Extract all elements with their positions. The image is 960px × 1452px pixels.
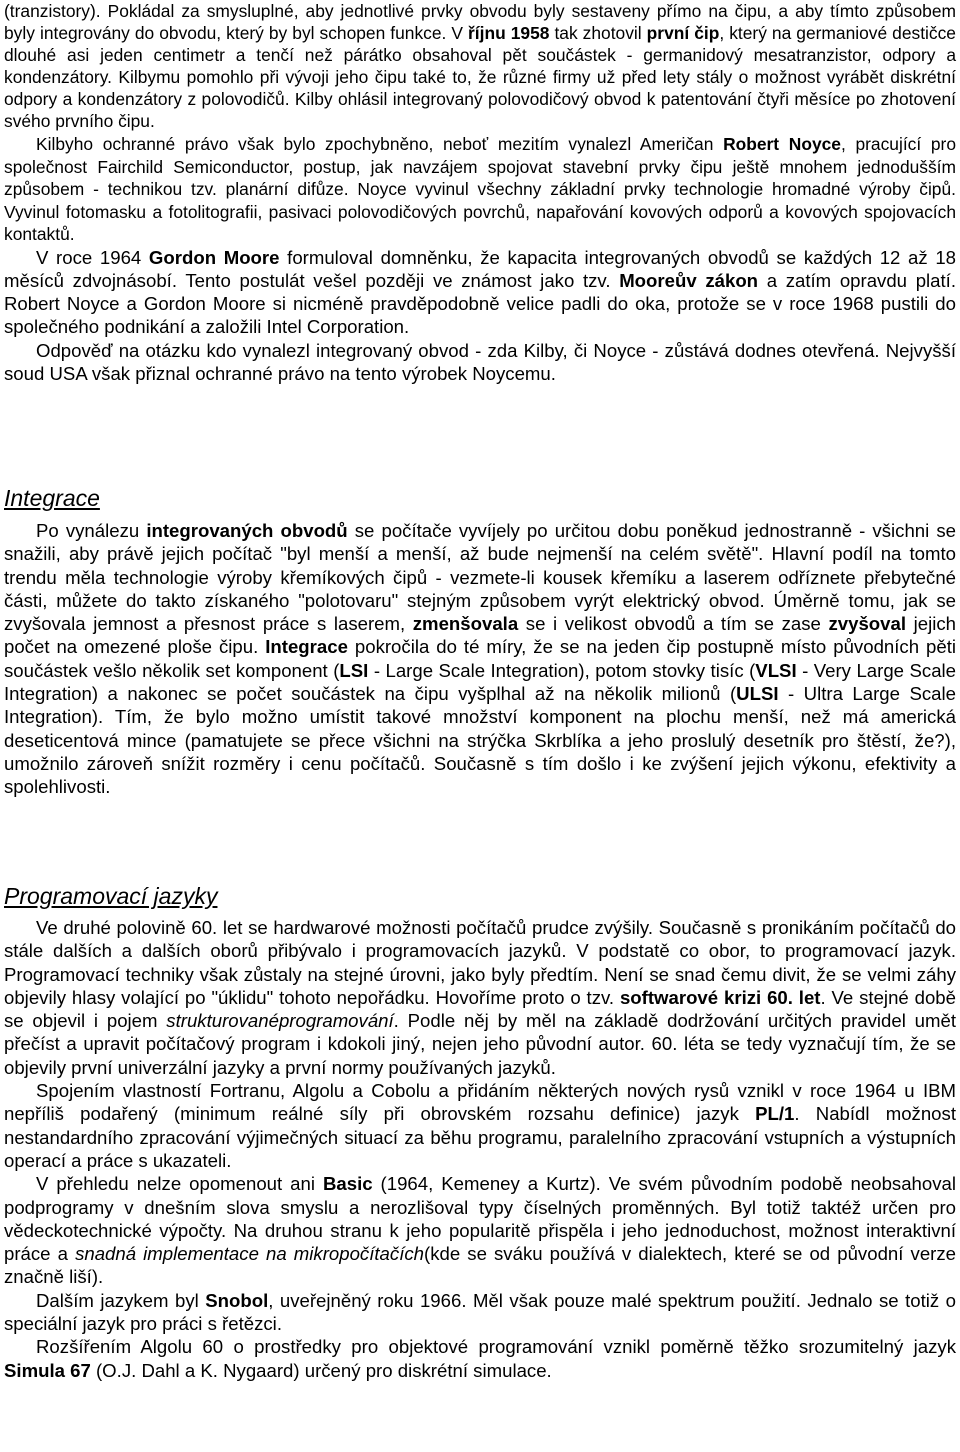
text-run: , uveřejněný roku 1966. Měl však pouze malé spektrum použití. Jednalo se totiž o speciální jazyk pro práci s řetězci. (4, 1289, 956, 1335)
paragraph-basic (4, 1172, 956, 1288)
bold-term: Simula 67 (4, 1359, 91, 1381)
bold-term: Snobol (205, 1289, 269, 1311)
text-run: , pracující pro společnost Fairchild Semiconductor, postup, jak navzájem spojovat stavební prvky čipu ještě mnohem jednodušším způsobem - technikou tzv. planární difůze. Noyce vyvinul všechny základní prvky technologie hromadné výroby čipů. Vyvinul fotomasku a fotolitografii, pasivaci polovodičových povrchů, napařování kovových odporů a kovových spojovacích kontaktů. (4, 134, 956, 244)
text-run: Odpověď na otázku kdo vynalezl integrovaný obvod - zda Kilby, či Noyce - zůstává dodnes otevřená. Nejvyšší soud USA však přiznal ochranné právo na tento výrobek Noycemu. (4, 339, 956, 384)
bold-term: zmenšovala (412, 613, 519, 635)
text-run: (O.J. Dahl a K. Nygaard) určený pro diskrétní simulace. (90, 1359, 552, 1381)
section-heading-programovaci-jazyky: Programovací jazyky (4, 883, 218, 909)
bold-term: Basic (322, 1173, 373, 1195)
paragraph-answer (4, 339, 956, 386)
text-run: se i velikost obvodů a tím se zase (518, 613, 829, 635)
text-run: Rozšířením Algolu 60 o prostředky pro objektové programování vznikl poměrně těžko srozumitelný jazyk (36, 1336, 956, 1358)
bold-term: integrovaných obvodů (146, 520, 348, 541)
italic-term: strukturovanéprogramování (166, 1010, 394, 1032)
text-run: - Ultra Large Scale Integration). Tím, že bylo možno umístit takové množství komponent na plochu menší, než má americká deseticentová mince (pamatujete se přece všichni na strýčka Skrblíka a jeho proslulý desetník pro štěstí, že?), umožnilo zároveň snížit rozměry i cenu počítačů. Současně s tím došlo i ke zvýšení jejich výkonu, efektivity a spolehlivosti. (4, 683, 956, 798)
italic-term: snadná implementace na mikropočítačích (75, 1243, 424, 1265)
integrace-section (4, 484, 956, 799)
bold-acronym: LSI (339, 659, 369, 681)
text-run: formuloval domněnku, že kapacita integrovaných obvodů se každých 12 až 18 měsíců zdvojnásobí. Tento postulát vešel později ve známost jako tzv. (4, 246, 957, 291)
bold-term: Integrace (265, 636, 348, 658)
bold-acronym: ULSI (736, 683, 779, 705)
bold-term: první čip (646, 23, 720, 43)
text-run: se počítače vyvíjely po určitou dobu poněkud jednostranně - všichni se snažili, aby právě jejich počítač "byl menší a menší, až bude nejmenší na celém světě". Hlavní podíl na tomto trendu měla technologie výroby křemíkových čipů - vezmete-li kousek křemíku a laserem odříznete přebytečné části, můžete do takto získaného "polotovaru" stejným způsobem vyrýt elektrický obvod. Úměrně tomu, jak se zvyšovala jemnost a přesnost práce s laserem, (4, 520, 956, 635)
text-run: - Very Large Scale Integration) a nakonec se počet součástek na čipu vyšplhal až na několik milionů ( (4, 659, 957, 705)
paragraph-software-crisis (4, 916, 956, 1079)
paragraph-noyce (4, 133, 956, 246)
text-run: . Ve stejné době se objevil i pojem (4, 986, 956, 1032)
text-run: Po vynálezu (36, 520, 147, 541)
paragraph-kilby-first-chip (4, 0, 956, 132)
bold-term: PL/1 (755, 1103, 795, 1125)
text-run: Kilbyho ochranné právo však bylo zpochybněno, neboť mezitím vynalezl Američan (36, 134, 724, 154)
text-run: (tranzistory). Pokládal za smysluplné, aby jednotlivé prvky obvodu byly sestaveny přímo na čipu, a aby tímto způsobem byly integrovány do obvodu, který by byl schopen funkce. V (4, 1, 956, 43)
paragraph-simula (4, 1335, 956, 1382)
intro-section (4, 0, 956, 385)
text-run: . Nabídl možnost nestandardního zpracování výjimečných situací za běhu programu, paralelního zpracování vstupních a výstupních operací a práce s ukazateli. (4, 1103, 956, 1171)
text-run: jejich počet na omezené ploše čipu. (4, 613, 956, 658)
bold-term: zvyšoval (828, 613, 907, 635)
text-run: (kde se sváku používá v dialektech, které se od původní verze značně liší). (4, 1243, 956, 1288)
text-run: Spojením vlastností Fortranu, Algolu a Cobolu a přidáním některých nových rysů vznikl v roce 1964 u IBM nepříliš podařený (minimum reálné síly při obrovském rozsahu definice) jazyk (4, 1080, 956, 1125)
bold-term: softwarové krizi 60. let (619, 986, 821, 1008)
section-heading-integrace: Integrace (4, 485, 100, 511)
paragraph-integrace (4, 519, 956, 799)
text-run: Ve druhé polovině 60. let se hardwarové možnosti počítačů prudce zvýšily. Současně s pronikáním počítačů do stále dalších a dalších oborů přibývalo i programovacích jazyků. V podstatě co obor, to programovací jazyk. Programovací techniky však zůstaly na stejné úrovni, jako byly předtím. Není se snad čemu divit, že se velmi záhy objevily hlasy volající po "úklidu" tohoto nepořádku. Hovoříme proto o tzv. (4, 917, 956, 1008)
text-run: - Large Scale Integration), potom stovky tisíc ( (368, 659, 756, 681)
text-run: . Podle něj by měl na základě dodržování určitých pravidel umět přečíst a upravit počítačový program i kdokoli jiný, nejen jeho původní autor. 60. léta se tedy vyznačují tím, že se objevily první univerzální jazyky a první normy používaných jazyků. (4, 1010, 956, 1078)
programovaci-section (4, 882, 956, 1382)
bold-term: Mooreův zákon (619, 269, 759, 291)
bold-name: Robert Noyce (723, 134, 841, 154)
paragraph-pl1 (4, 1079, 956, 1172)
text-run: V roce 1964 (36, 246, 149, 268)
text-run: (1964, Kemeney a Kurtz). Ve svém původním podobě neobsahoval podprogramy v dnešním slova smyslu a nerozlišoval typy číselných proměnných. Byl totiž taktéž určen pro vědeckotechnické výpočty. Na druhou stranu k jeho popularitě přispěla i jeho jednoduchost, možnost interaktivní práce a (4, 1173, 956, 1265)
bold-acronym: VLSI (755, 659, 797, 681)
bold-date: říjnu 1958 (468, 23, 550, 43)
bold-name: Gordon Moore (148, 246, 280, 268)
paragraph-moore (4, 246, 956, 339)
text-run: pokročila do té míry, že se na jeden čip postupně místo původních pěti součástek vešlo několik set komponent ( (4, 636, 956, 681)
paragraph-snobol (4, 1289, 956, 1336)
text-run: tak zhotovil (549, 23, 647, 43)
text-run: a zatím opravdu platí. Robert Noyce a Gordon Moore si nicméně pravděpodobně velice padli do oka, protože se v roce 1968 pustili do společného podnikání a založili Intel Corporation. (4, 269, 957, 338)
text-run: Dalším jazykem byl (36, 1289, 206, 1311)
text-run: , který na germaniové destičce dlouhé asi jeden centimetr a tenčí než párátko obsahoval pět součástek - germanidový mesatranzistor, odpory a kondenzátory. Kilbymu pomohlo při vývoji jeho čipu také to, že různé firmy už před lety stály o možnost vyrábět diskrétní odpory a kondenzátory z polovodičů. Kilby ohlásil integrovaný polovodičový obvod k patentování čtyři měsíce po zhotovení svého prvního čipu. (4, 23, 956, 131)
text-run: V přehledu nelze opomenout ani (36, 1173, 323, 1195)
